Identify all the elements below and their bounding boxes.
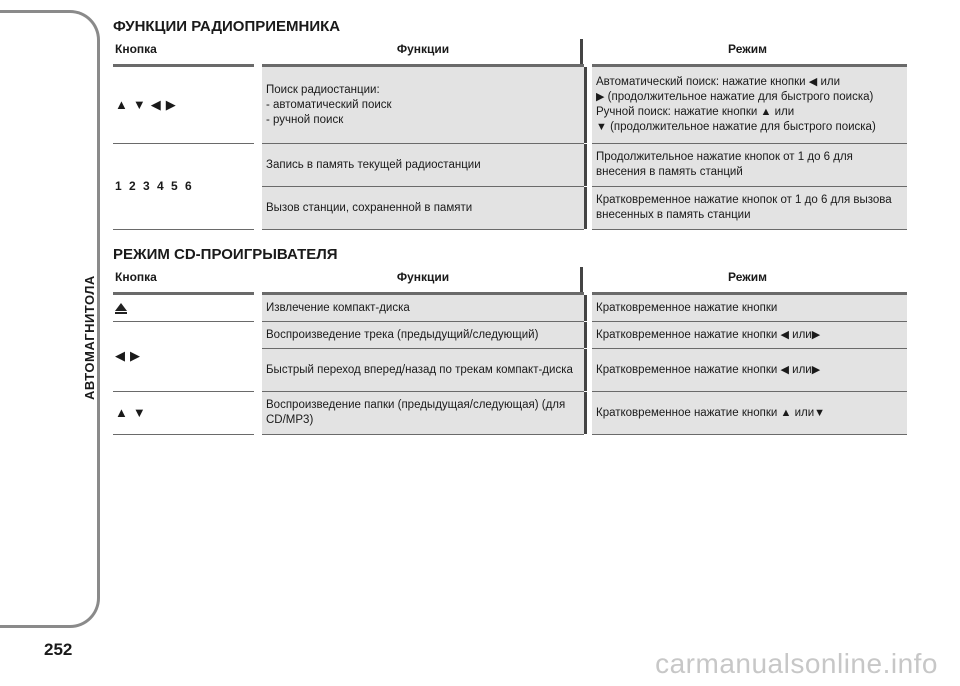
or-text: или: [820, 76, 840, 88]
cd-section-title: РЕЖИМ CD-ПРОИГРЫВАТЕЛЯ: [113, 246, 338, 263]
left-arrow-icon: ◀: [780, 363, 789, 376]
mode-cell: [588, 392, 907, 435]
mode-text: Автоматический поиск: нажатие кнопки: [596, 76, 806, 88]
page-content: [113, 18, 907, 435]
left-arrow-icon: ◀: [115, 348, 127, 363]
or-text: или: [774, 106, 795, 118]
function-text: - ручной поиск: [266, 113, 344, 126]
up-arrow-icon: ▲: [780, 406, 792, 419]
button-cell: 1 2 3 4 5 6: [113, 144, 258, 230]
or-text: или: [794, 406, 815, 419]
function-cell: Вызов станции, сохраненной в памяти: [258, 187, 588, 230]
column-header-mode: Режим: [588, 39, 907, 66]
down-arrow-icon: ▼: [132, 404, 148, 420]
right-arrow-icon: ▶: [811, 363, 821, 376]
function-cell: Быстрый переход вперед/назад по трекам компакт-диска: [258, 349, 588, 392]
mode-line: [596, 120, 901, 135]
button-cell: [113, 66, 258, 144]
function-cell: Запись в память текущей радиостанции: [258, 144, 588, 187]
mode-line: [596, 105, 901, 120]
column-header-button: Кнопка: [113, 267, 258, 294]
mode-text: Ручной поиск: нажатие кнопки: [596, 106, 758, 118]
button-cell: [113, 322, 258, 392]
mode-cell: [588, 66, 907, 144]
side-tab-label: АВТОМАГНИТОЛА: [82, 275, 97, 400]
mode-cell: Кратковременное нажатие кнопок от 1 до 6 для вызова внесенных в память станции: [588, 187, 907, 230]
right-arrow-icon: ▶: [596, 91, 605, 103]
column-header-button: Кнопка: [113, 39, 258, 66]
down-arrow-icon: ▼: [596, 121, 607, 133]
down-arrow-icon: ▼: [132, 96, 148, 112]
up-arrow-icon: ▲: [115, 96, 130, 112]
mode-text: Кратковременное нажатие кнопки: [596, 406, 778, 419]
cd-functions-table: [113, 267, 907, 435]
mode-text: Кратковременное нажатие кнопки: [596, 328, 778, 341]
mode-cell: [588, 349, 907, 392]
function-cell: [258, 66, 588, 144]
up-arrow-icon: ▲: [760, 106, 772, 118]
column-header-mode: Режим: [588, 267, 907, 294]
watermark: carmanualsonline.info: [655, 648, 938, 679]
table-row: [113, 294, 907, 322]
column-header-function: Функции: [258, 267, 588, 294]
or-text: или: [792, 328, 812, 341]
right-arrow-icon: ▶: [130, 348, 142, 363]
table-header-row: [113, 267, 907, 294]
table-row: [113, 66, 907, 144]
mode-text: (продолжительное нажатие для быстрого поиска): [607, 91, 874, 103]
up-arrow-icon: ▲: [115, 404, 130, 420]
eject-icon: [115, 303, 127, 314]
button-cell: [113, 392, 258, 435]
radio-functions-table: [113, 39, 907, 230]
button-cell: [113, 294, 258, 322]
mode-cell: Продолжительное нажатие кнопок от 1 до 6 для внесения в память станций: [588, 144, 907, 187]
mode-line: [596, 90, 901, 105]
right-arrow-icon: ▶: [811, 328, 821, 341]
down-arrow-icon: ▼: [814, 406, 826, 419]
left-arrow-icon: ◀: [808, 76, 818, 88]
right-arrow-icon: ▶: [165, 96, 178, 112]
mode-cell: [588, 322, 907, 349]
table-row: [113, 322, 907, 349]
column-header-function: Функции: [258, 39, 588, 66]
left-arrow-icon: ◀: [780, 328, 789, 341]
mode-text: (продолжительное нажатие для быстрого поиска): [610, 121, 876, 133]
page-number: 252: [44, 640, 73, 659]
mode-line: [596, 75, 901, 90]
mode-text: Кратковременное нажатие кнопки: [596, 363, 778, 376]
function-text: Поиск радиостанции:: [266, 83, 380, 96]
or-text: или: [792, 363, 812, 376]
table-header-row: [113, 39, 907, 66]
function-cell: Извлечение компакт-диска: [258, 294, 588, 322]
mode-cell: Кратковременное нажатие кнопки: [588, 294, 907, 322]
table-row: [113, 392, 907, 435]
function-text: - автоматический поиск: [266, 98, 392, 111]
table-row: [113, 144, 907, 187]
function-cell: Воспроизведение папки (предыдущая/следующая) (для CD/MP3): [258, 392, 588, 435]
radio-section-title: ФУНКЦИИ РАДИОПРИЕМНИКА: [113, 18, 341, 35]
function-cell: Воспроизведение трека (предыдущий/следующий): [258, 322, 588, 349]
left-arrow-icon: ◀: [150, 96, 163, 112]
